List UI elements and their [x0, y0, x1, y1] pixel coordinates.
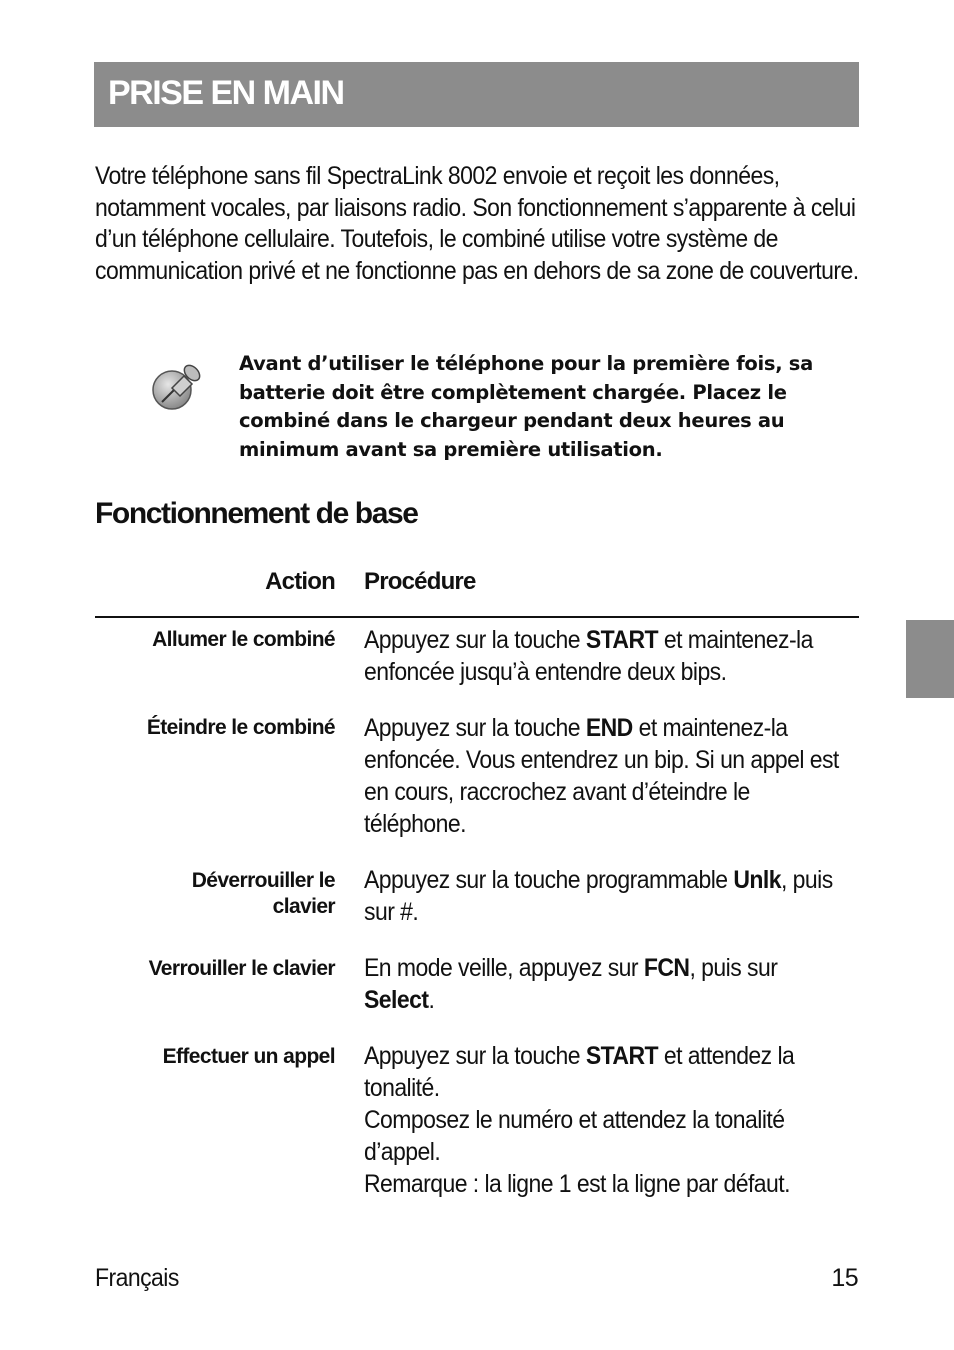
note-text: Avant d’utiliser le téléphone pour la première fois, sa batterie doit être complètement chargée. Placez le combiné dans le chargeur pendant deux heures au minimum avant sa première utilisation. — [239, 352, 813, 461]
chapter-header-bar — [94, 62, 859, 127]
row-procedure-make-call — [364, 1040, 842, 1200]
key-name: FCN — [643, 954, 690, 982]
procedure-text: et maintenez-la enfoncée jusqu’à entendre deux bips. — [364, 626, 813, 686]
key-name: START — [585, 626, 659, 654]
row-procedure-power-off — [364, 712, 842, 840]
intro-paragraph: Votre téléphone sans fil SpectraLink 8002 envoie et reçoit les données, notamment vocales, par liaisons radio. Son fonctionnement s’apparente à celui d’un téléphone cellulaire. Toutefois, le combiné utilise votre système de communication privé et ne fonctionne pas en dehors de sa zone de couverture. — [95, 162, 859, 285]
row-procedure-lock-keypad — [364, 952, 842, 1016]
chapter-side-tab — [906, 620, 954, 698]
key-name: END — [585, 714, 633, 742]
procedure-text: et maintenez-la enfoncée. Vous entendrez un bip. Si un appel est en cours, raccrochez avant d’éteindre le téléphone. — [364, 714, 839, 838]
row-action-power-off: Éteindre le combiné — [146, 716, 335, 739]
procedure-text: Appuyez sur la touche — [364, 1042, 586, 1070]
procedure-text: En mode veille, appuyez sur — [364, 954, 644, 982]
page-number: 15 — [831, 1264, 858, 1292]
key-name: Unlk — [733, 866, 781, 894]
pushpin-icon — [150, 360, 206, 416]
procedure-text: Composez le numéro et attendez la tonalité d’appel. — [364, 1106, 785, 1166]
row-procedure-power-on — [364, 624, 842, 688]
key-name: Select — [364, 986, 429, 1014]
procedure-text: , puis sur #. — [364, 866, 833, 926]
procedure-text: . — [428, 986, 435, 1014]
key-name: START — [585, 1042, 659, 1070]
row-procedure-unlock-keypad — [364, 864, 842, 928]
procedure-text: et attendez la tonalité. — [364, 1042, 795, 1102]
procedure-text: , puis sur — [689, 954, 778, 982]
footer-language: Français — [95, 1264, 179, 1292]
procedure-text: Appuyez sur la touche — [364, 714, 586, 742]
row-action-power-on: Allumer le combiné — [152, 628, 335, 651]
chapter-title: PRISE EN MAIN — [108, 74, 344, 112]
procedure-text: Remarque : la ligne 1 est la ligne par défaut. — [364, 1170, 790, 1198]
column-header-procedure: Procédure — [364, 568, 476, 595]
row-action-lock-keypad: Verrouiller le clavier — [148, 957, 335, 980]
section-title: Fonctionnement de base — [95, 497, 418, 530]
row-action-unlock-keypad: Déverrouiller le clavier — [191, 869, 335, 918]
row-action-make-call: Effectuer un appel — [162, 1045, 335, 1068]
table-header-rule — [95, 616, 859, 618]
procedure-text: Appuyez sur la touche — [364, 626, 586, 654]
procedure-text: Appuyez sur la touche programmable — [364, 866, 734, 894]
column-header-action: Action — [265, 568, 335, 595]
